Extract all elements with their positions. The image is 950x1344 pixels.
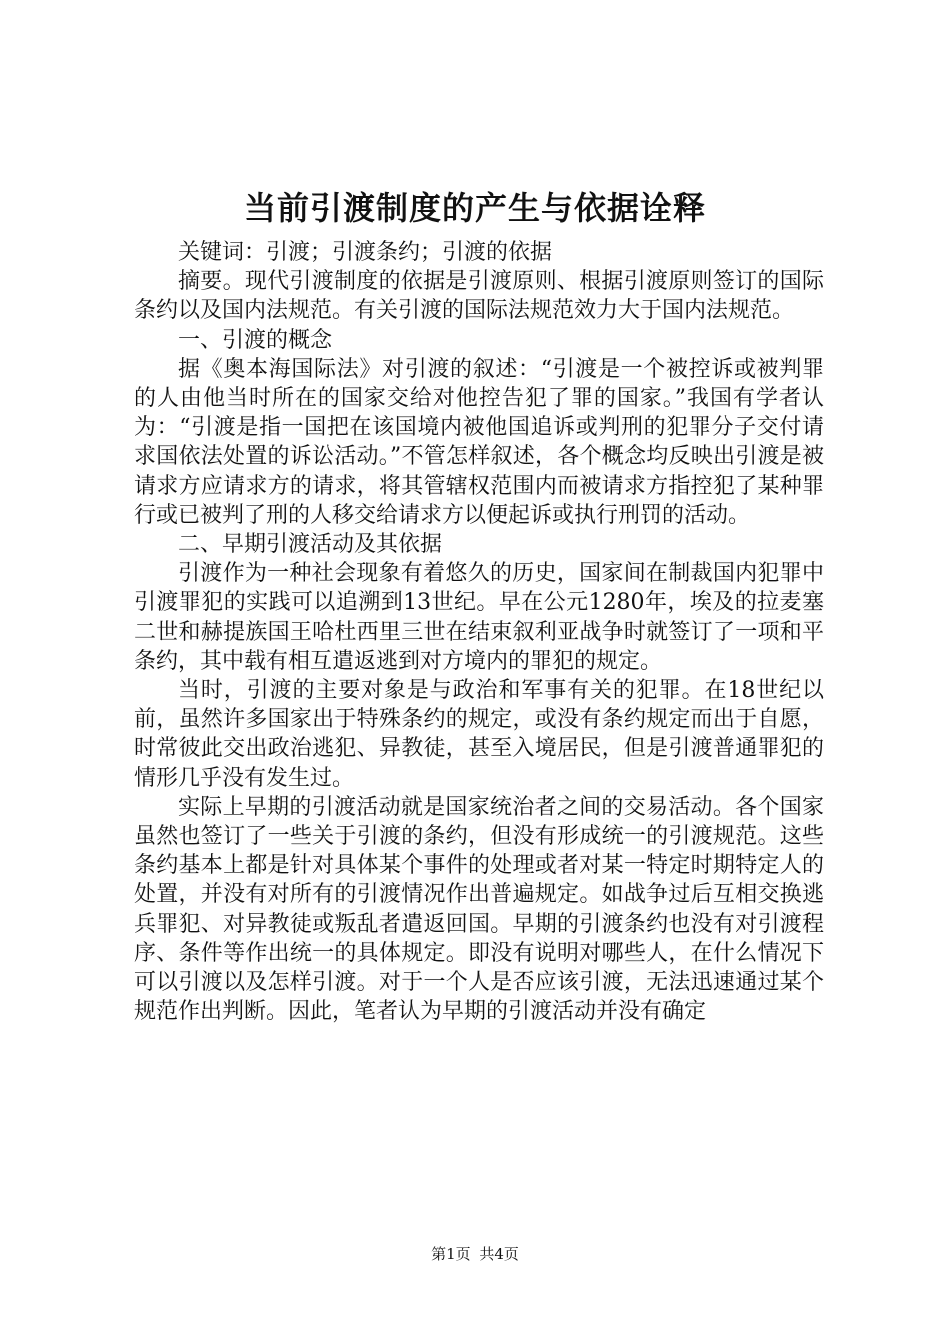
abstract-paragraph: 摘要。现代引渡制度的依据是引渡原则、根据引渡原则签订的国际条约以及国内法规范。有关引渡的国际法规范效力大于国内法规范。 — [134, 269, 824, 324]
body-paragraph: 实际上早期的引渡活动就是国家统治者之间的交易活动。各个国家虽然也签订了一些关于引渡的条约，但没有形成统一的引渡规范。这些条约基本上都是针对具体某个事件的处理或者对某一特定时期特定人的处置，并没有对所有的引渡情况作出普遍规定。如战争过后互相交换逃兵罪犯、对异教徒或叛乱者遣返回国。早期的引渡条约也没有对引渡程序、条件等作出统一的具体规定。即没有说明对哪些人，在什么情况下可以引渡以及怎样引渡。对于一个人是否应该引渡，无法迅速通过某个规范作出判断。因此，笔者认为早期的引渡活动并没有确定 — [134, 794, 824, 1025]
body-paragraph: 当时，引渡的主要对象是与政治和军事有关的犯罪。在18世纪以前，虽然许多国家出于特殊条约的规定，或没有条约规定而出于自愿，时常彼此交出政治逃犯、异教徒，甚至入境居民，但是引渡普通罪犯的情形几乎没有发生过。 — [134, 678, 824, 791]
document-body — [134, 238, 824, 1026]
section-heading-concept: 一、引渡的概念 — [178, 327, 333, 353]
body-paragraph: 据《奥本海国际法》对引渡的叙述：“引渡是一个被控诉或被判罪的人由他当时所在的国家交给对他控告犯了罪的国家。”我国有学者认为：“引渡是指一国把在该国境内被他国追诉或判刑的犯罪分子交付请求国依法处置的诉讼活动。”不管怎样叙述，各个概念均反映出引渡是被请求方应请求方的请求，将其管辖权范围内而被请求方指控犯了某种罪行或已被判了刑的人移交给请求方以便起诉或执行刑罚的活动。 — [134, 356, 824, 528]
body-paragraph: 引渡作为一种社会现象有着悠久的历史，国家间在制裁国内犯罪中引渡罪犯的实践可以追溯到13世纪。早在公元1280年，埃及的拉麦塞二世和赫提族国王哈杜西里三世在结束叙利亚战争时就签订了一项和平条约，其中载有相互遣返逃到对方境内的罪犯的规定。 — [134, 561, 824, 674]
section-heading-early-extradition: 二、早期引渡活动及其依据 — [178, 532, 443, 558]
keywords-paragraph: 关键词：引渡；引渡条约；引渡的依据 — [178, 240, 553, 265]
page-footer — [0, 1244, 950, 1264]
document-title: 当前引渡制度的产生与依据诠释 — [243, 189, 706, 227]
page-number: 第1页 — [431, 1245, 471, 1263]
page-total: 共4页 — [479, 1245, 519, 1263]
